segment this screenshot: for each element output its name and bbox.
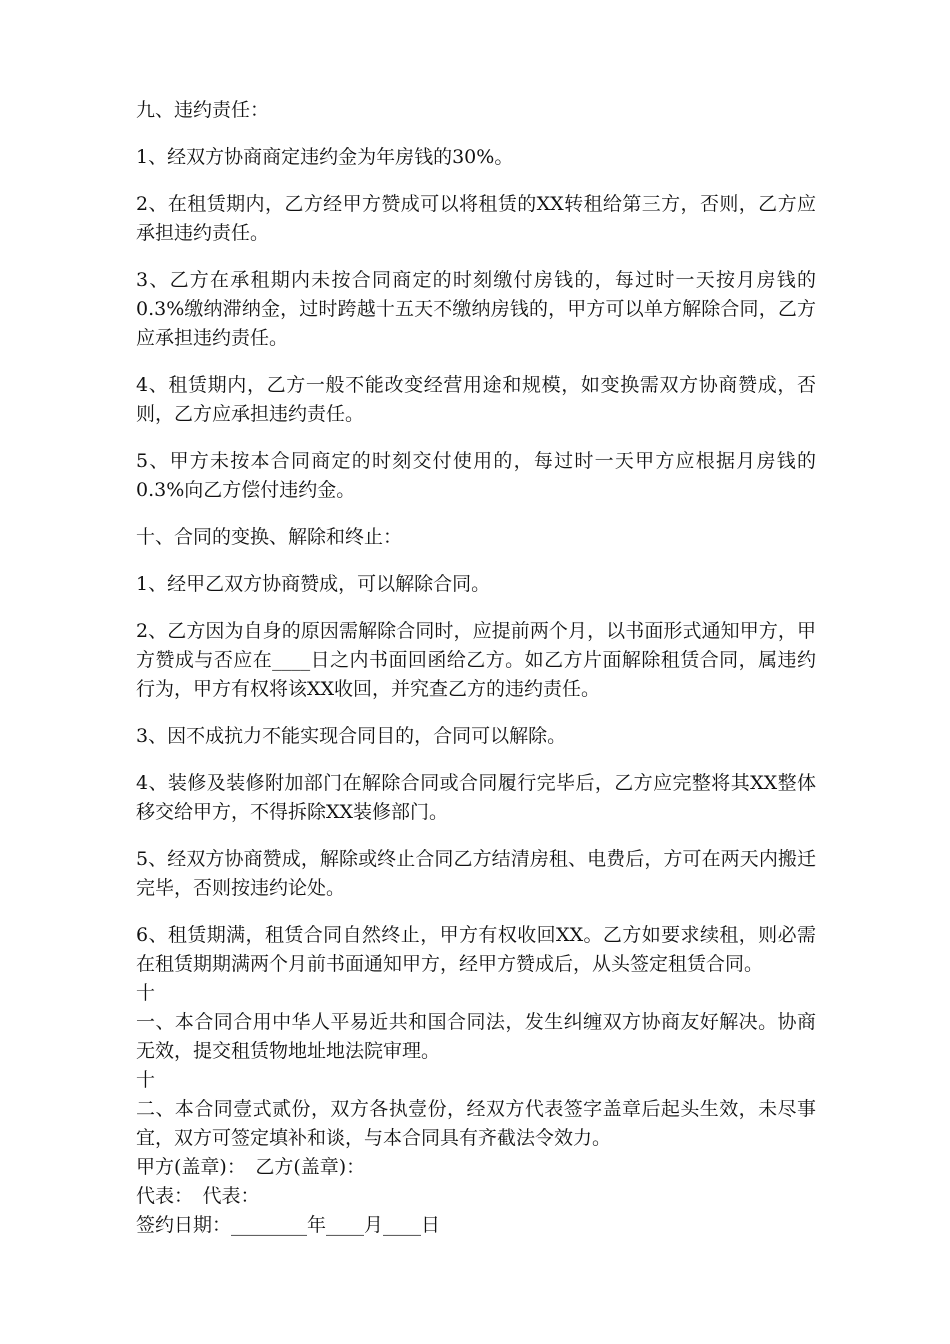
section-11-text: 一、本合同合用中华人平易近共和国合同法，发生纠缠双方协商友好解决。协商无效，提交租赁物地址地法院审理。: [136, 1011, 816, 1062]
representative-line: 代表： 代表：: [136, 1185, 260, 1207]
section-9-heading: 九、违约责任：: [136, 99, 270, 121]
document-page: [136, 96, 816, 1240]
clause-10-1: 1、经甲乙双方协商赞成，可以解除合同。: [136, 573, 491, 595]
clause-9-2: 2、在租赁期内，乙方经甲方赞成可以将租赁的XX转租给第三方，否则，乙方应承担违约责任。: [136, 193, 816, 244]
clause-9-1: 1、经双方协商商定违约金为年房钱的30%。: [136, 146, 514, 168]
section-10-heading: 十、合同的变换、解除和终止：: [136, 526, 403, 548]
section-11-prefix: 十: [136, 982, 156, 1004]
clause-9-5: 5、甲方未按本合同商定的时刻交付使用的，每过时一天甲方应根据月房钱的0.3%向乙方偿付违约金。: [136, 450, 816, 501]
clause-10-4: 4、装修及装修附加部门在解除合同或合同履行完毕后，乙方应完整将其XX整体移交给甲方，不得拆除XX装修部门。: [136, 772, 816, 823]
clause-9-3: 3、乙方在承租期内未按合同商定的时刻缴付房钱的，每过时一天按月房钱的0.3%缴纳滞纳金，过时跨越十五天不缴纳房钱的，甲方可以单方解除合同，乙方应承担违约责任。: [136, 269, 816, 349]
section-12-text: 二、本合同壹式贰份，双方各执壹份，经双方代表签字盖章后起头生效，未尽事宜，双方可签定填补和谈，与本合同具有齐截法令效力。: [136, 1098, 816, 1149]
seal-line: 甲方(盖章)： 乙方(盖章)：: [136, 1156, 366, 1178]
clause-10-2: 2、乙方因为自身的原因需解除合同时，应提前两个月，以书面形式通知甲方，甲方赞成与否应在____日之内书面回函给乙方。如乙方片面解除租赁合同，属违约行为，甲方有权将该XX收回，并究查乙方的违约责任。: [136, 620, 816, 700]
section-12-prefix: 十: [136, 1069, 156, 1091]
clause-10-6: 6、租赁期满，租赁合同自然终止，甲方有权收回XX。乙方如要求续租，则必需在租赁期期满两个月前书面通知甲方，经甲方赞成后，从头签定租赁合同。: [136, 924, 816, 975]
clause-10-3: 3、因不成抗力不能实现合同目的，合同可以解除。: [136, 725, 567, 747]
signing-date-line: 签约日期：________年____月____日: [136, 1214, 441, 1236]
clause-10-5: 5、经双方协商赞成，解除或终止合同乙方结清房租、电费后，方可在两天内搬迁完毕，否则按违约论处。: [136, 848, 816, 899]
clause-9-4: 4、租赁期内，乙方一般不能改变经营用途和规模，如变换需双方协商赞成，否则，乙方应承担违约责任。: [136, 374, 816, 425]
